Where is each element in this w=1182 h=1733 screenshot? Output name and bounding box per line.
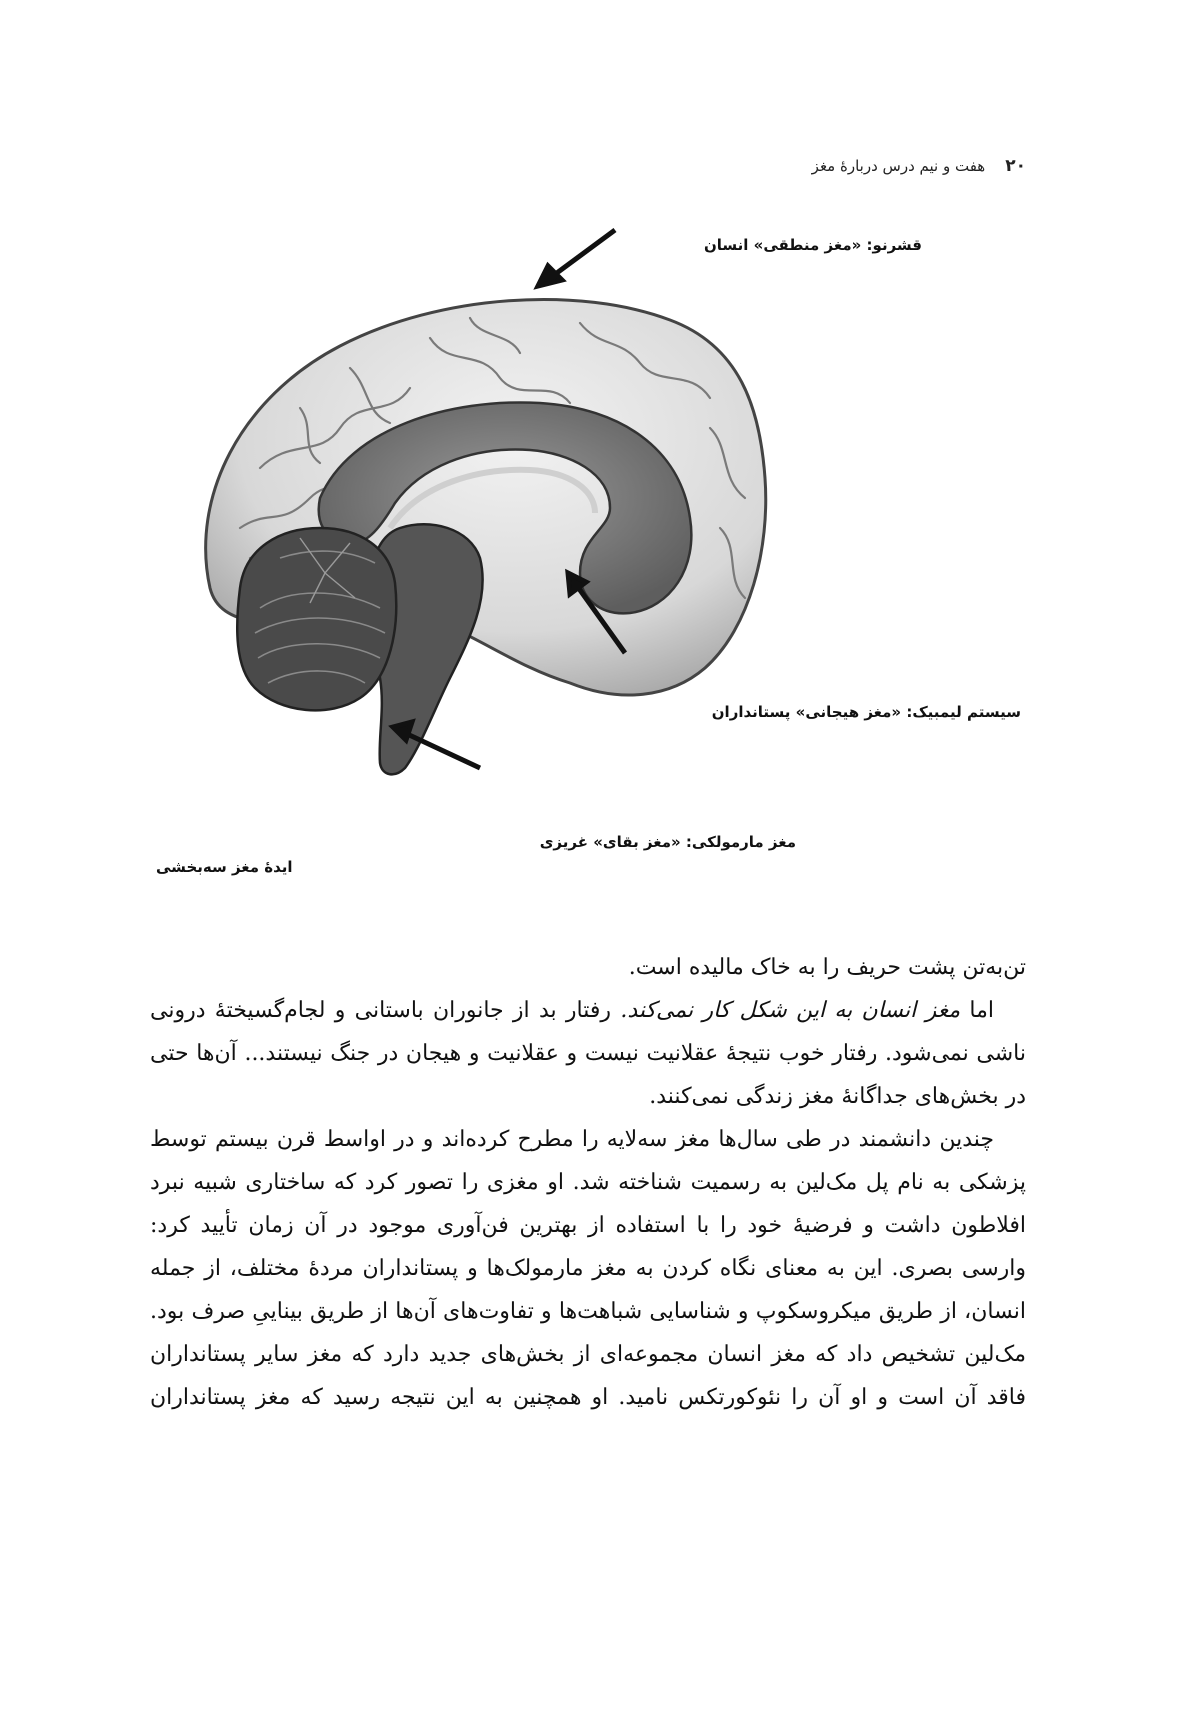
paragraph-2-intro: اما — [960, 998, 995, 1023]
label-limbic-system: سیستم لیمبیک: «مغز هیجانی» پستانداران — [711, 703, 1021, 721]
paragraph-2 — [150, 989, 1026, 1118]
paragraph-1: تن‌به‌تن پشت حریف را به خاک مالیده است. — [628, 955, 1026, 980]
brain-illustration — [150, 228, 1030, 908]
paragraph-3: چندین دانشمند در طی سال‌ها مغز سه‌لایه را مطرح کرده‌اند و در اواسط قرن بیستم توسط پزشکی به نام پل مک‌لین به رسمیت شناخته شد. او مغزی را تصور کرد که ساختاری شبیه نبرد افلاطون داشت و فرضیهٔ خود را با استفاده از بهترین فن‌آوری موجود در آن زمان تأیید کرد: وارسی بصری. این به معنای نگاه کردن به مغز مارمولک‌ها و پستانداران مردهٔ مختلف، از جمله انسان، از طریق میکروسکوپ و شناسایی شباهت‌ها و تفاوت‌های آن‌ها از طریق بیناییِ صرف بود. مک‌لین تشخیص داد که مغز انسان مجموعه‌ای از بخش‌های جدید دارد که مغز سایر پستانداران فاقد آن است و او آن را نئوکورتکس نامید. او همچنین به این نتیجه رسید که مغز پستانداران — [150, 1127, 1026, 1410]
paragraph-2-emphasis: مغز انسان به این شکل کار نمی‌کند. — [620, 998, 961, 1023]
running-header — [812, 156, 1026, 176]
body-text — [150, 946, 1026, 1419]
figure-caption: ایدهٔ مغز سه‌بخشی — [156, 858, 293, 876]
paragraph-2-rest: رفتار بد از جانوران باستانی و لجام‌گسیختهٔ درونی ناشی نمی‌شود. رفتار خوب نتیجهٔ عقلانیت نیست و عقلانیت و هیجان در جنگ نیستند... آن‌ها حتی در بخش‌های جداگانهٔ مغز زندگی نمی‌کنند. — [150, 998, 1026, 1109]
page-number: ۲۰ — [1005, 156, 1026, 176]
book-title: هفت و نیم درس دربارهٔ مغز — [811, 157, 986, 175]
label-reptilian-brain: مغز مارمولکی: «مغز بقای» غریزی — [539, 833, 796, 851]
brain-figure — [150, 228, 1030, 908]
arrow-neocortex — [550, 230, 615, 278]
cerebellum-shape — [237, 528, 396, 710]
label-neocortex: قشرنو: «مغز منطقی» انسان — [703, 236, 922, 254]
